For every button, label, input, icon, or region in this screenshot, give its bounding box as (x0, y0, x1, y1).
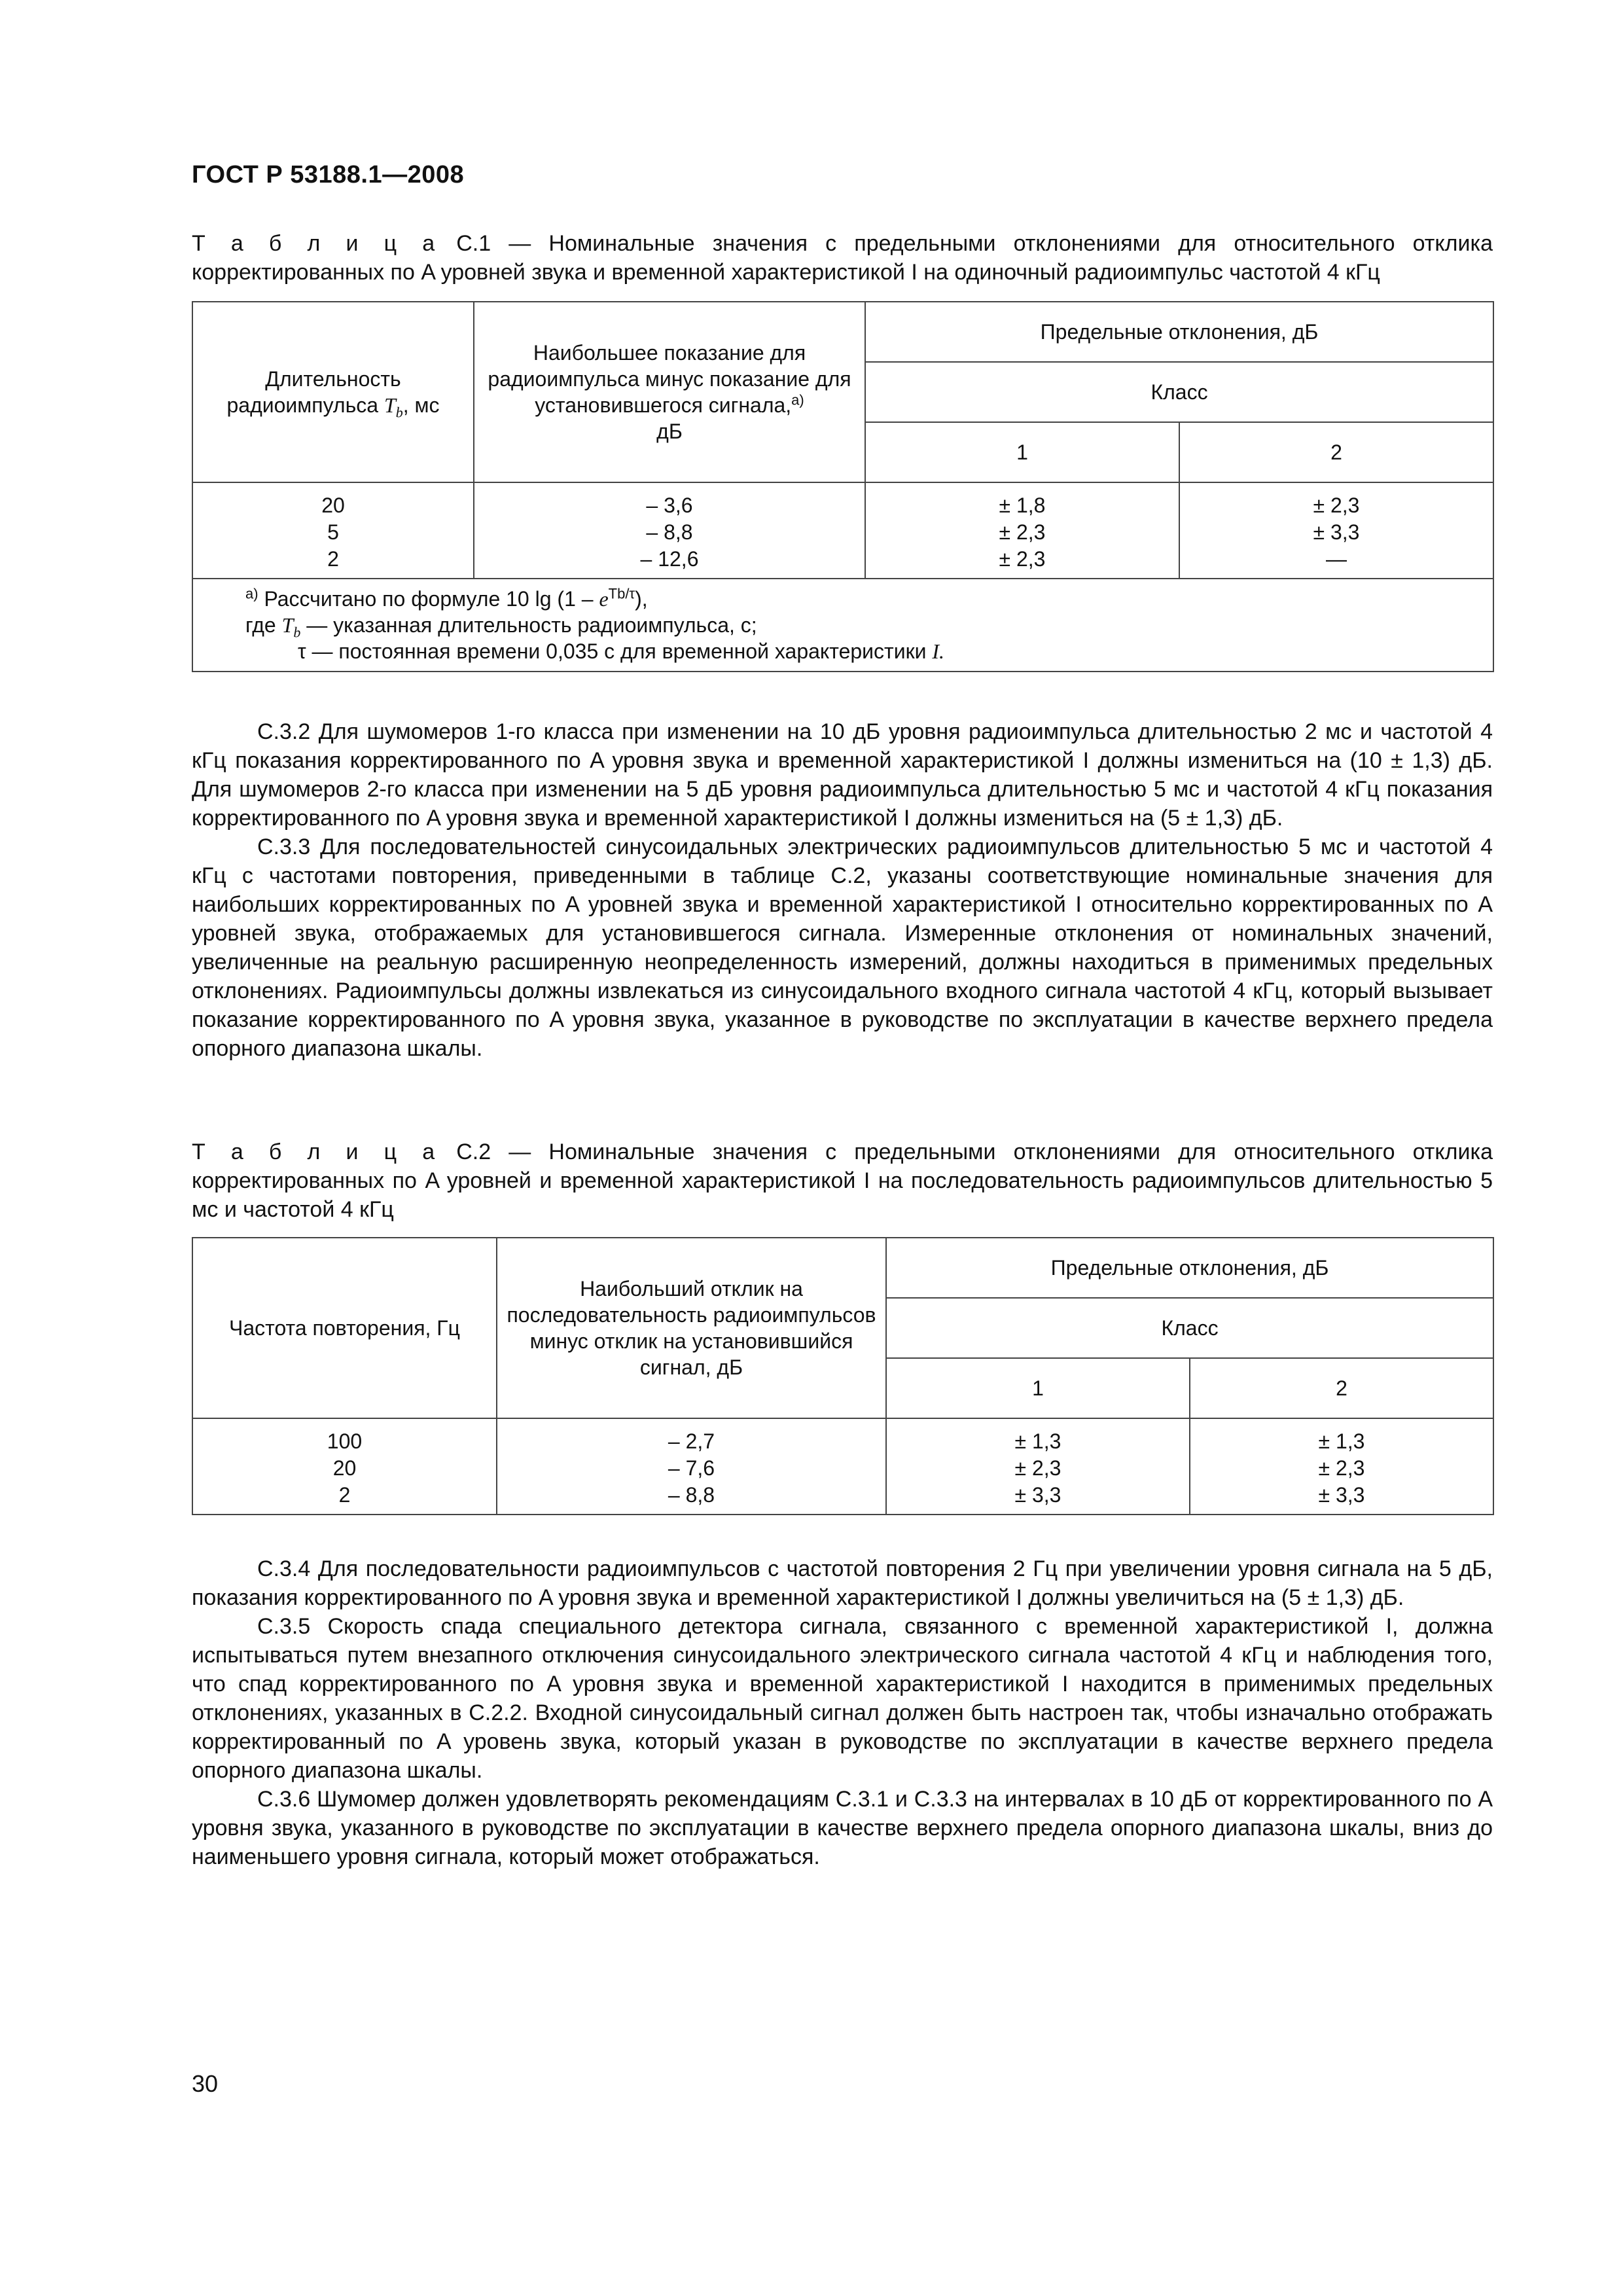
table-c2-class2-values: ± 1,3 ± 2,3 ± 3,3 (1190, 1418, 1493, 1515)
table-c2-col-response-header: Наибольший отклик на последовательность радиоимпульсов минус отклик на установившийся сигнал, дБ (497, 1238, 886, 1418)
table-row (192, 482, 1493, 579)
page-number: 30 (192, 2070, 219, 2097)
paragraph-c34: С.3.4 Для последовательности радиоимпульсов с частотой повторения 2 Гц при увеличении уровня сигнала на 5 дБ, показания корректированного по A уровня звука и временной характеристикой I должны увеличиться на (5 ± 1,3) дБ. (192, 1556, 1493, 1610)
table-c1-class-2: 2 (1179, 422, 1493, 482)
table-c2-class-header: Класс (886, 1298, 1493, 1358)
table-c1-caption-prefix: Т а б л и ц а (192, 231, 439, 256)
table-c1-durations: 20 5 2 (192, 482, 474, 579)
table-c2-class-1: 1 (886, 1358, 1190, 1418)
table-c2 (192, 1237, 1494, 1515)
table-c1-class-header: Класс (865, 362, 1493, 422)
table-c2-frequencies: 100 20 2 (192, 1418, 497, 1515)
paragraph-c35: С.3.5 Скорость спада специального детектора сигнала, связанного с временной характеристикой I, должна испытываться путем внезапного отключения синусоидального электрического сигнала частотой 4 кГц и наблюдения того, что спад корректированного по A уровня звука и временной характеристикой I находится в применимых предельных отклонениях, указанных в С.2.2. Входной синусоидальный сигнал должен быть настроен так, чтобы изначально отображать корректированный по A уровень звука, который указан в руководстве по эксплуатации в качестве верхнего предела опорного диапазона шкалы. (192, 1614, 1493, 1783)
table-c1-class1-values: ± 1,8 ± 2,3 ± 2,3 (865, 482, 1179, 579)
table-c1-readings: – 3,6 – 8,8 – 12,6 (474, 482, 865, 579)
table-c2-class-2: 2 (1190, 1358, 1493, 1418)
table-c2-caption-text: — Номинальные значения с предельными отклонениями для относительного отклика корректированных по A уровней и временной характеристикой I на последовательность радиоимпульсов длительностью 5 мс и частотой 4 кГц (192, 1139, 1493, 1222)
document-header: ГОСТ Р 53188.1—2008 (192, 161, 465, 188)
table-row (192, 1418, 1493, 1515)
table-c1-col-reading-header: Наибольшее показание для радиоимпульса минус показание для установившегося сигнала,$^{а)}$ дБ (474, 302, 865, 482)
table-c2-caption-number: С.2 (456, 1139, 491, 1164)
table-c1-caption-number: С.1 (456, 231, 491, 256)
table-c2-limits-header: Предельные отклонения, дБ (886, 1238, 1493, 1298)
table-c1-col-duration-header: Длительность радиоимпульса $T_b$, мс (192, 302, 474, 482)
table-c1-class2-values: ± 2,3 ± 3,3 — (1179, 482, 1493, 579)
paragraph-c36: С.3.6 Шумомер должен удовлетворять рекомендациям С.3.1 и С.3.3 на интервалах в 10 дБ от корректированного по A уровня звука, указанного в руководстве по эксплуатации в качестве верхнего предела опорного диапазона шкалы, вниз до наименьшего уровня сигнала, который может отображаться. (192, 1787, 1493, 1869)
table-c2-caption-prefix: Т а б л и ц а (192, 1139, 439, 1164)
table-c1-caption-text: — Номинальные значения с предельными отклонениями для относительного отклика корректированных по A уровней звука и временной характеристикой I на одиночный радиоимпульс частотой 4 кГц (192, 231, 1493, 285)
table-c1-caption (192, 229, 1493, 287)
table-c2-col-frequency-header: Частота повторения, Гц (192, 1238, 497, 1418)
table-c2-responses: – 2,7 – 7,6 – 8,8 (497, 1418, 886, 1515)
table-c2-caption (192, 1138, 1493, 1224)
table-c1 (192, 301, 1494, 672)
paragraph-c32: С.3.2 Для шумомеров 1-го класса при изменении на 10 дБ уровня радиоимпульса длительностью 2 мс и частотой 4 кГц показания корректированного по A уровня звука и временной характеристикой I должны измениться на (10 ± 1,3) дБ. Для шумомеров 2-го класса при изменении на 5 дБ уровня радиоимпульса длительностью 5 мс и частотой 4 кГц показания корректированного по A уровня звука и временной характеристикой I должны измениться на (5 ± 1,3) дБ. (192, 719, 1493, 831)
body-section-1 (192, 717, 1493, 1063)
table-c1-class-1: 1 (865, 422, 1179, 482)
table-c2-class1-values: ± 1,3 ± 2,3 ± 3,3 (886, 1418, 1190, 1515)
table-c1-limits-header: Предельные отклонения, дБ (865, 302, 1493, 362)
paragraph-c33: С.3.3 Для последовательностей синусоидальных электрических радиоимпульсов длительностью 5 мс и частотой 4 кГц с частотами повторения, приведенными в таблице С.2, указаны соответствующие номинальные значения для наибольших корректированных по A уровней звука и временной характеристикой I относительно корректированных по A уровней звука, отображаемых для установившегося сигнала. Измеренные отклонения от номинальных значений, увеличенные на реальную расширенную неопределенность измерений, должны находиться в применимых предельных отклонениях. Радиоимпульсы должны извлекаться из синусоидального входного сигнала частотой 4 кГц, который вызывает показание корректированного по A уровня звука, указанное в руководстве по эксплуатации в качестве верхнего предела опорного диапазона шкалы. (192, 834, 1493, 1061)
body-section-2 (192, 1554, 1493, 1871)
table-c1-footnote: $^{а)}$ Рассчитано по формуле 10 $\lg (1 - e^{Tb/\tau})$, где $T_b$ — указанная длительность радиоимпульса, с; τ — постоянная времени 0,035 с для временной характеристики I. (192, 579, 1493, 672)
